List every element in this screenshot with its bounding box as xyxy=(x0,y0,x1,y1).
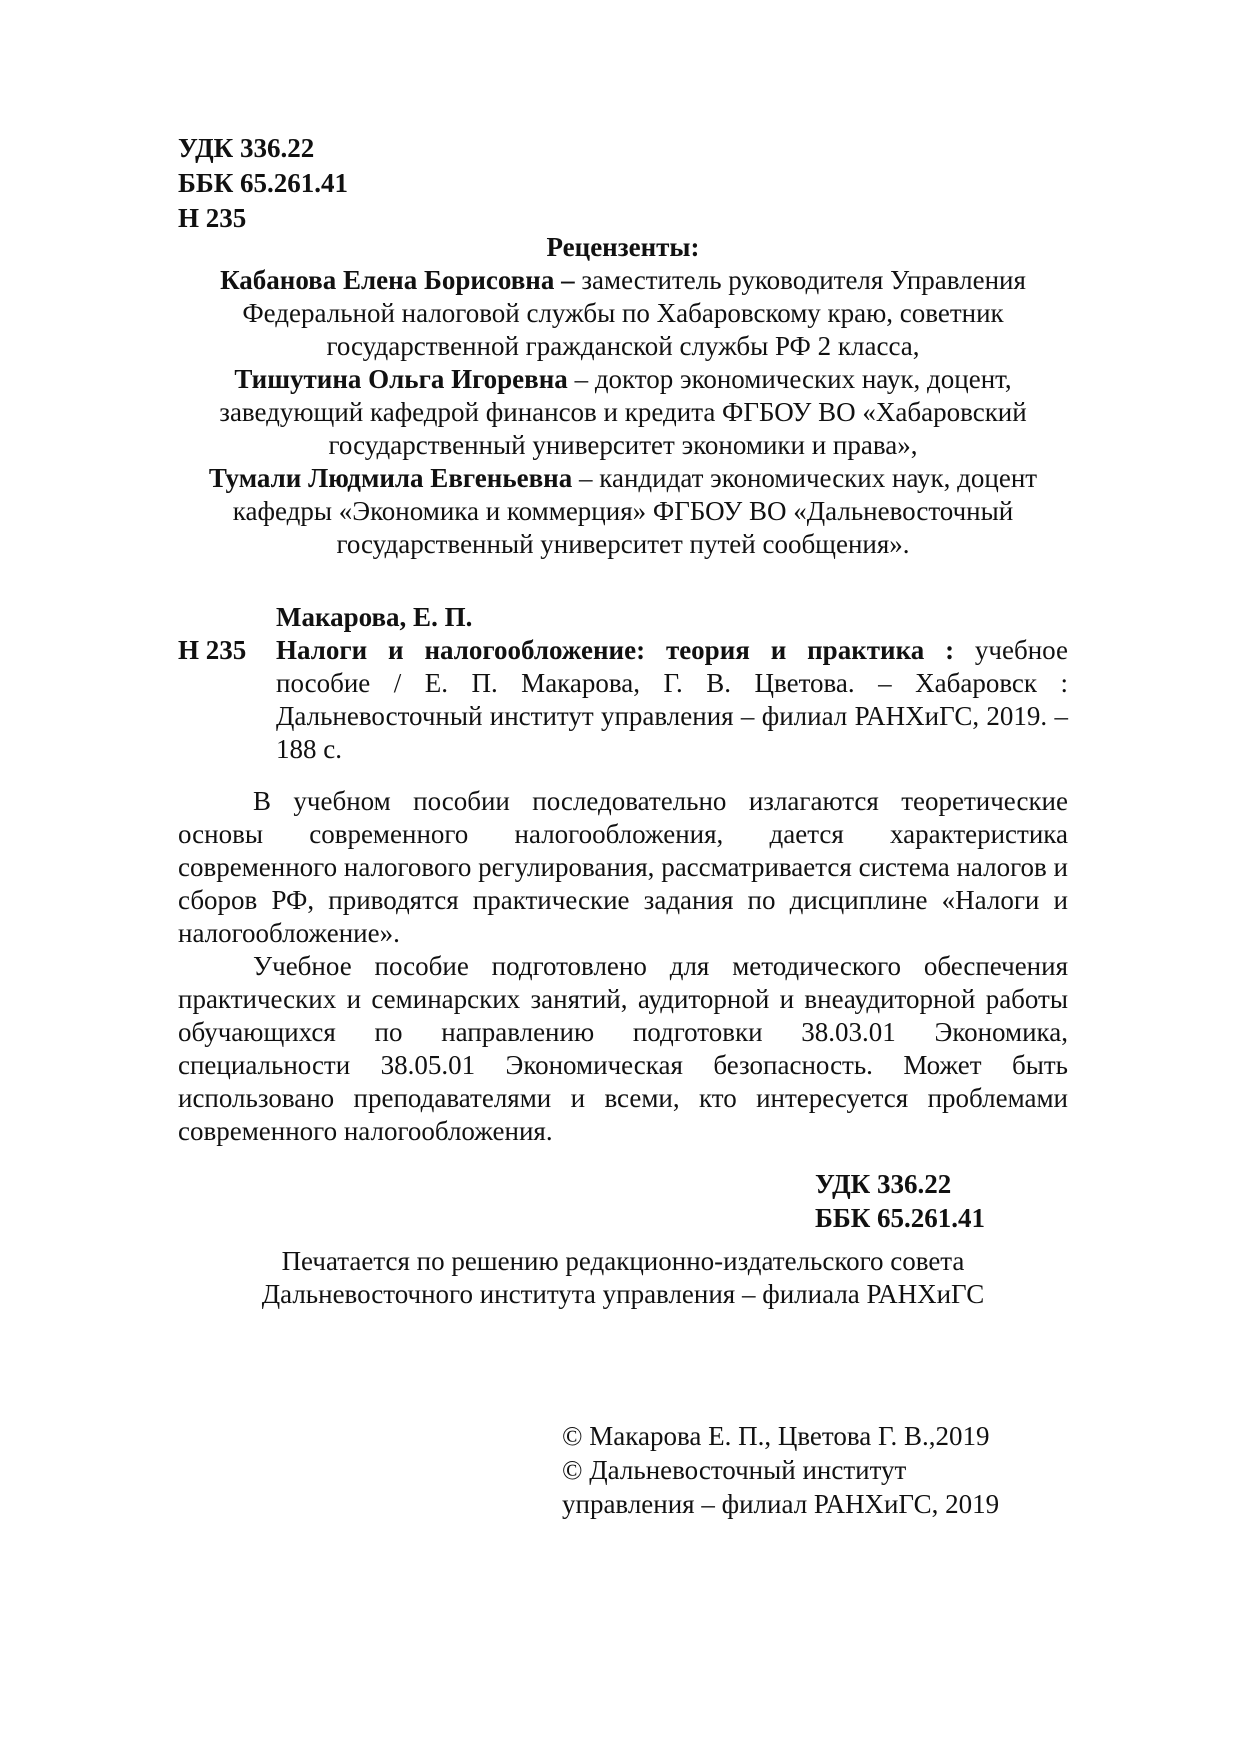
reviewers-heading: Рецензенты: xyxy=(546,232,700,262)
reviewer-description: – доктор экономических наук, доцент, заведующий кафедрой финансов и кредита ФГБОУ ВО «Хабаровский государственный университет экономики и права», xyxy=(219,364,1027,460)
catalog-description xyxy=(276,634,1068,766)
reviewer-name: Тишутина Ольга Игоревна xyxy=(234,364,568,394)
abstract-section xyxy=(178,785,1068,1148)
classification-codes-bottom xyxy=(815,1167,985,1235)
reviewer-name: Тумали Людмила Евгеньевна xyxy=(208,463,573,493)
udk-code: УДК 336.22 xyxy=(178,133,315,163)
reviewer-item xyxy=(178,363,1068,462)
imprint-line: Печатается по решению редакционно-издательского совета xyxy=(281,1246,965,1276)
book-title: Налоги и налогообложение: теория и практика : xyxy=(276,635,955,665)
bbk-code: ББК 65.261.41 xyxy=(178,168,349,198)
copyright-block xyxy=(562,1419,999,1521)
reviewer-name: Кабанова Елена Борисовна – xyxy=(220,265,575,295)
abstract-paragraph: В учебном пособии последовательно излагаются теоретические основы современного налогообложения, дается характеристика современного налогового регулирования, рассматривается система налогов и сборов РФ, приводятся практические задания по дисциплине «Налоги и налогообложение». xyxy=(178,786,1068,948)
udk-code: УДК 336.22 xyxy=(815,1169,952,1199)
book-details: учебное пособие / Е. П. Макарова, Г. В. Цветова. – Хабаровск : Дальневосточный институт управления – филиал РАНХиГС, 2019. – 188 с. xyxy=(276,635,1068,764)
reviewer-item xyxy=(178,462,1068,561)
catalog-entry xyxy=(178,601,1068,766)
abstract-paragraph: Учебное пособие подготовлено для методического обеспечения практических и семинарских занятий, аудиторной и внеаудиторной работы обучающихся по направлению подготовки 38.03.01 Экономика, специальности 38.05.01 Экономическая безопасность. Может быть использовано преподавателями и всеми, кто интересуется проблемами современного налогообложения. xyxy=(178,951,1068,1146)
reviewer-item xyxy=(178,264,1068,363)
bbk-code: ББК 65.261.41 xyxy=(815,1203,986,1233)
copyright-line: © Дальневосточный институт xyxy=(562,1455,907,1485)
copyright-line: управления – филиал РАНХиГС, 2019 xyxy=(562,1489,1000,1519)
classification-codes-top xyxy=(178,131,348,236)
author-mark: Н 235 xyxy=(178,203,247,233)
imprint-line: Дальневосточного института управления – филиала РАНХиГС xyxy=(261,1279,985,1309)
catalog-record xyxy=(178,634,1068,766)
reviewer-description: – кандидат экономических наук, доцент кафедры «Экономика и коммерция» ФГБОУ ВО «Дальневосточный государственный университет путей сообщения». xyxy=(232,463,1038,559)
catalog-author: Макарова, Е. П. xyxy=(276,602,473,632)
copyright-line: © Макарова Е. П., Цветова Г. В.,2019 xyxy=(562,1421,990,1451)
reviewer-description: заместитель руководителя Управления Федеральной налоговой службы по Хабаровскому краю, советник государственной гражданской службы РФ 2 класса, xyxy=(242,265,1026,361)
reviewers-section xyxy=(178,231,1068,561)
catalog-code: Н 235 xyxy=(178,635,247,665)
imprint-note xyxy=(178,1245,1068,1311)
